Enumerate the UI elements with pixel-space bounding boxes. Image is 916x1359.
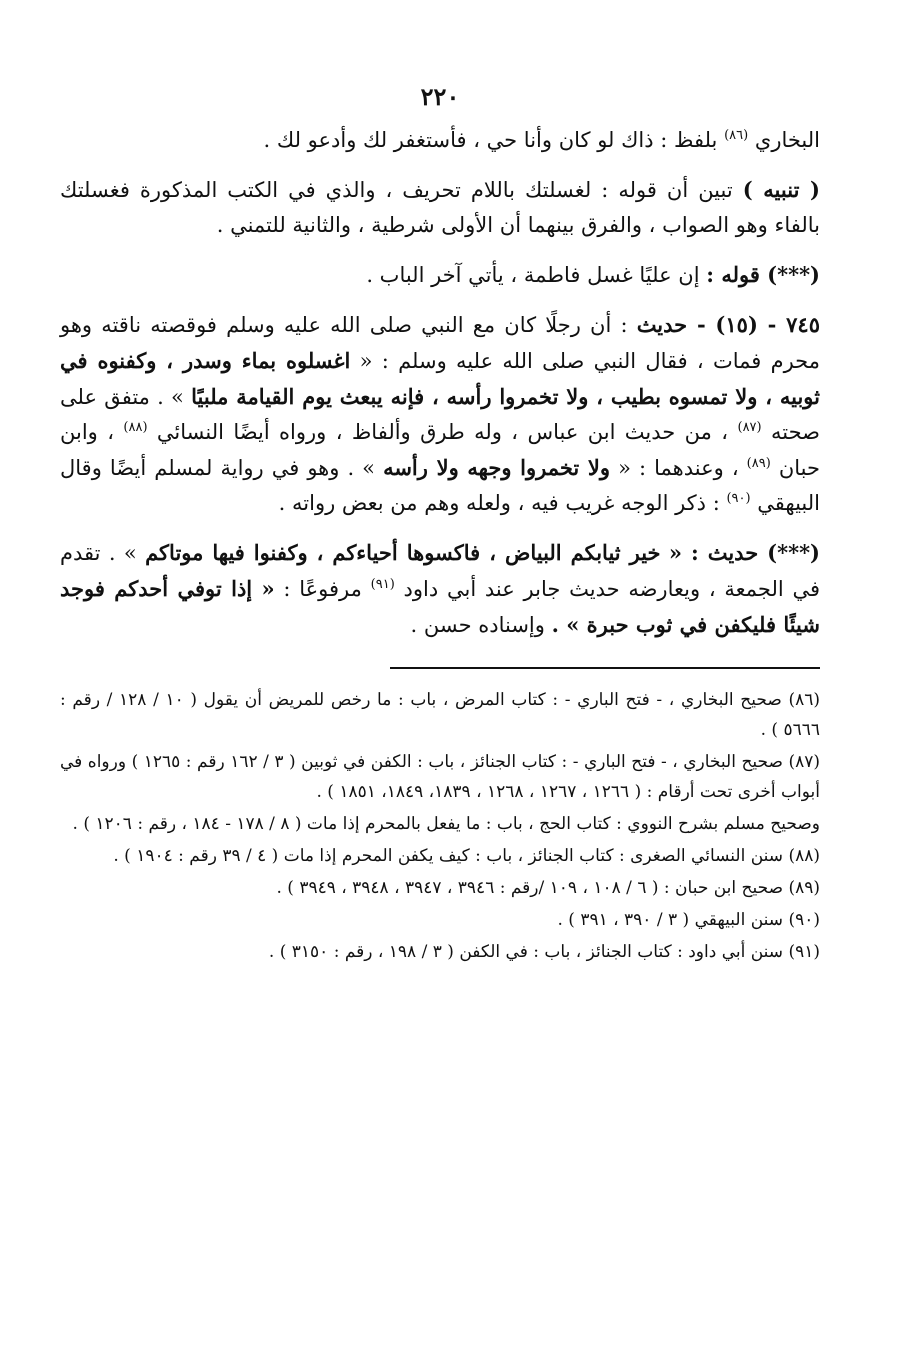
text-segment: مرفوعًا :	[283, 577, 362, 601]
footnote-ref[interactable]: (٨٦)	[724, 128, 749, 143]
footnote-ref[interactable]: (٨٩)	[746, 456, 771, 471]
footnote-87: (٨٧) صحيح البخاري ، - فتح الباري - : كتاب الجنائز ، باب : الكفن في ثوبين ( ٣ / ١٦٢ رقم : ١٢٦٥ ) ورواه في أبواب أخرى تحت أرقام : ( ١٢٦٦ ، ١٢٦٧ ، ١٢٦٨ ، ١٨٣٩، ١٨٤٩، ١٨٥١ ) .	[60, 752, 821, 802]
footnote-88: (٨٨) سنن النسائي الصغرى : كتاب الجنائز ، باب : كيف يكفن المحرم إذا مات ( ٤ / ٣٩ رقم : ١٩٠٤ ) .	[113, 846, 820, 866]
text-segment: » . وهو في رواية لمسلم أيضًا وقال البيهقي	[60, 456, 820, 515]
footnote-ref[interactable]: (٩١)	[370, 577, 395, 592]
heading-segment: (***) قوله :	[706, 262, 820, 287]
footnote-90: (٩٠) سنن البيهقي ( ٣ / ٣٩٠ ، ٣٩١ ) .	[557, 910, 820, 930]
text-segment: » . تقدم في الجمعة ، ويعارضه حديث جابر عند أبي داود	[60, 541, 820, 601]
hadith-quote: اغسلوه بماء وسدر ، وكفنوه في ثوبيه ، ولا تمسوه بطيب ، ولا تخمروا رأسه ، فإنه يبعث يوم القيامة ملبيًا	[60, 348, 820, 409]
paragraph-ali-washing-fatima	[60, 257, 820, 293]
hadith-number-heading: ٧٤٥ - (١٥) - حديث	[636, 312, 820, 337]
text-segment: بلفظ : ذاك لو كان وأنا حي ، فأستغفر لك وأدعو لك .	[263, 128, 718, 152]
text-segment: : أن رجلًا كان مع النبي صلى الله عليه وسلم فوقصته ناقته وهو محرم فمات ، فقال النبي صلى الله عليه وسلم : «	[60, 313, 820, 373]
text-segment: : ذكر الوجه غريب فيه ، ولعله وهم من بعض رواته .	[278, 491, 720, 515]
text-segment: ، وابن حبان	[60, 420, 820, 480]
text-segment: » . متفق على صحته	[60, 385, 820, 444]
hadith-quote: ولا تخمروا وجهه ولا رأسه	[383, 455, 611, 480]
page-number: ٢٢٠	[420, 82, 460, 111]
paragraph-hadith-745	[60, 307, 820, 521]
text-segment: ، من حديث ابن عباس ، وله طرق وألفاظ ، ورواه أيضًا النسائي	[156, 420, 729, 444]
paragraph-white-garments-hadith	[60, 535, 820, 643]
footnote-ref[interactable]: (٩٠)	[726, 491, 751, 506]
heading-segment: (***) حديث : «	[668, 540, 820, 565]
footnote-divider	[390, 667, 820, 669]
note-heading: ( تنبيه )	[742, 177, 820, 202]
hadith-quote: « إذا توفي أحدكم فوجد شيئًا فليكفن في ثوب حبرة » .	[60, 576, 820, 637]
text-segment: ، وعندهما : «	[618, 456, 739, 480]
footnote-ref[interactable]: (٨٨)	[123, 420, 148, 435]
text-segment: البخاري	[754, 128, 820, 152]
text-segment: وإسناده حسن .	[410, 613, 545, 637]
text-segment: إن عليًا غسل فاطمة ، يأتي آخر الباب .	[366, 263, 700, 287]
footnote-91: (٩١) سنن أبي داود : كتاب الجنائز ، باب : في الكفن ( ٣ / ١٩٨ ، رقم : ٣١٥٠ ) .	[268, 942, 820, 962]
footnote-86: (٨٦) صحيح البخاري ، - فتح الباري - : كتاب المرض ، باب : ما رخص للمريض أن يقول ( ١٠ / ١٢٨ / رقم : ٥٦٦٦ ) .	[60, 690, 820, 740]
paragraph-note	[60, 172, 820, 243]
paragraph-bukhari-wording	[60, 123, 820, 158]
footnotes-section	[60, 685, 820, 967]
text-segment: تبين أن قوله : لغسلتك باللام تحريف ، والذي في الكتب المذكورة فغسلتك بالفاء وهو الصواب ، والفرق بينهما أن الأولى شرطية ، والثانية للتمني .	[60, 178, 820, 237]
footnote-89: (٨٩) صحيح ابن حبان : ( ٦ / ١٠٨ ، ١٠٩ /رقم : ٣٩٤٦ ، ٣٩٤٧ ، ٣٩٤٨ ، ٣٩٤٩ ) .	[276, 878, 820, 898]
footnote-ref[interactable]: (٨٧)	[737, 420, 762, 435]
hadith-quote: خير ثيابكم البياض ، فاكسوها أحياءكم ، وكفنوا فيها موتاكم	[145, 540, 661, 565]
footnote-87-muslim: وصحيح مسلم بشرح النووي : كتاب الحج ، باب : ما يفعل بالمحرم إذا مات ( ٨ / ١٧٨ - ١٨٤ ، رقم : ١٢٠٦ ) .	[72, 814, 820, 834]
